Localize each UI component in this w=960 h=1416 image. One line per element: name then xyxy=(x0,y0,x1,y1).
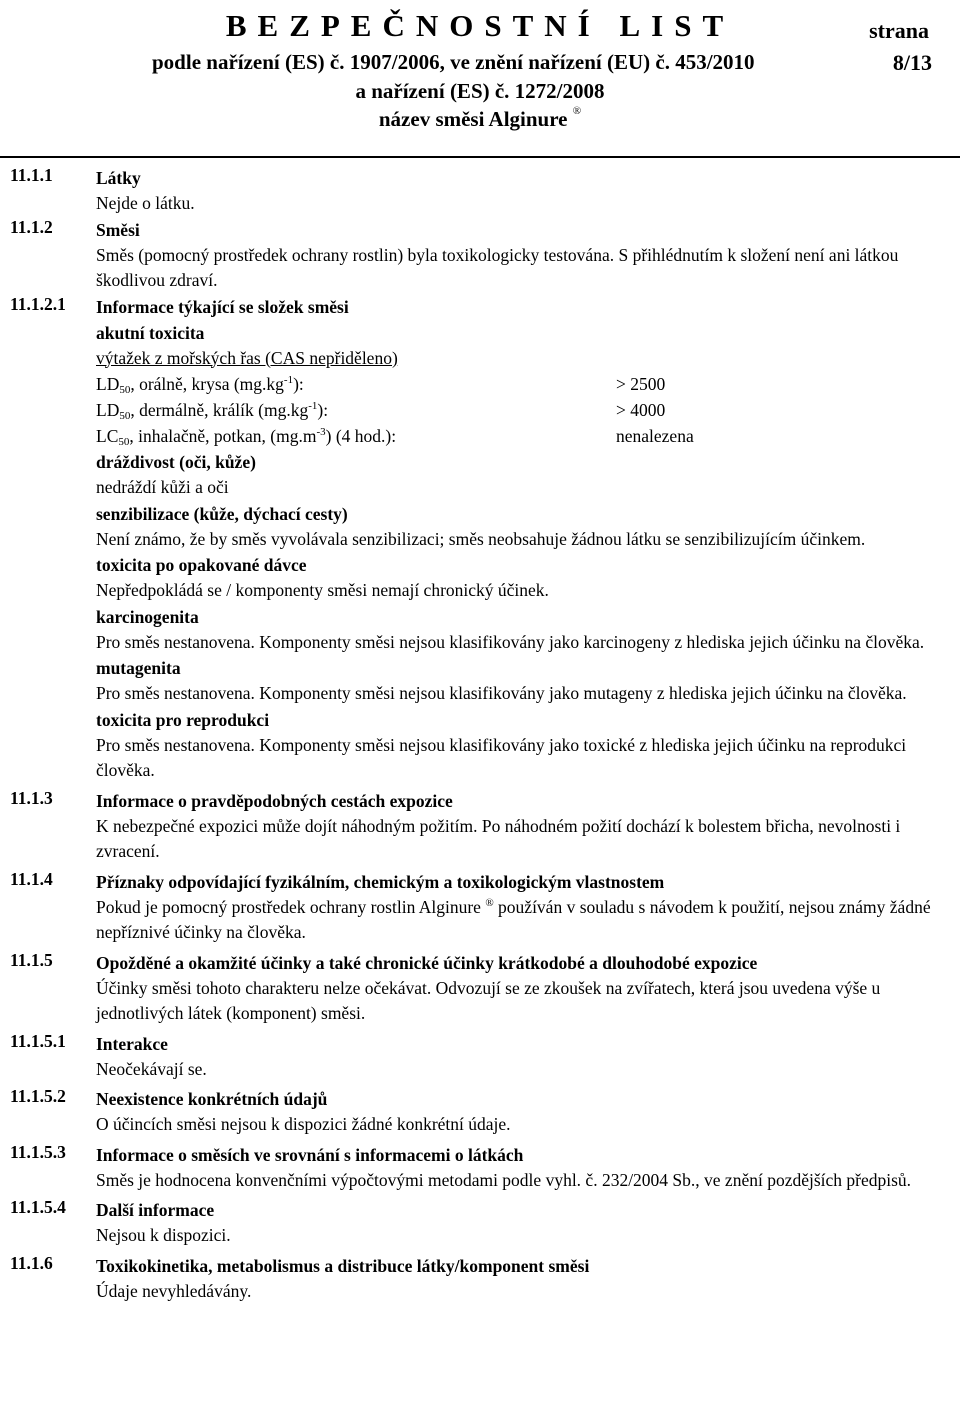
section-11-1-5 xyxy=(0,950,960,1027)
section-title: Příznaky odpovídající fyzikálním, chemickým a toxikologickým vlastnostem xyxy=(96,871,665,892)
section-11-1-3 xyxy=(0,788,960,865)
section-number: 11.1.5.2 xyxy=(10,1086,66,1106)
section-text: Účinky směsi tohoto charakteru nelze očekávat. Odvozují se ze zkoušek na zvířatech, která jsou uvedena výše u jednotlivých látek (komponent) směsi. xyxy=(96,977,881,1023)
registered-mark: ® xyxy=(572,105,582,117)
irritation-label: dráždivost (oči, kůže) xyxy=(96,452,256,472)
section-title: Látky xyxy=(96,168,141,188)
section-title: Informace o směsích ve srovnání s informacemi o látkách xyxy=(96,1144,524,1165)
section-title: Informace týkající se složek směsi xyxy=(96,296,349,317)
sensitization-label: senzibilizace (kůže, dýchací cesty) xyxy=(96,503,348,524)
section-number: 11.1.5 xyxy=(10,949,53,970)
toxicity-row: $LD_{50}$, orálně, krysa $(mg.kg^{-1})$: > 2500 xyxy=(96,371,952,397)
section-number: 11.1.4 xyxy=(10,868,53,889)
toxicity-value: > 4000 xyxy=(616,400,666,420)
section-number: 11.1.3 xyxy=(10,787,53,808)
section-title: Interakce xyxy=(96,1033,168,1054)
extract-label: výtažek z mořských řas (CAS nepřiděleno) xyxy=(96,347,398,368)
section-number: 11.1.5.1 xyxy=(10,1030,66,1051)
document-header xyxy=(0,0,960,158)
section-11-1-6 xyxy=(0,1253,960,1305)
section-title: Další informace xyxy=(96,1200,215,1220)
section-text: Údaje nevyhledávány. xyxy=(96,1280,252,1301)
document-title: BEZPEČNOSTNÍ LIST xyxy=(225,8,735,43)
toxicity-value: > 2500 xyxy=(616,374,666,394)
section-text: K nebezpečné expozici může dojít náhodným požitím. Po náhodném požití dochází k bolestem břicha, nevolnosti i zvracení. xyxy=(96,815,901,861)
section-title: Informace o pravděpodobných cestách expozice xyxy=(96,790,453,811)
carcinogenicity-label: karcinogenita xyxy=(96,606,199,627)
section-11-1-5-4 xyxy=(0,1197,960,1249)
section-number: 11.1.2.1 xyxy=(10,293,66,314)
page-number: 8/13 xyxy=(892,50,932,75)
section-number: 11.1.2 xyxy=(10,216,53,237)
toxicity-row: $LC_{50}$, inhalačně, potkan, $(mg.m^{-3})$ (4 hod.): nenalezena xyxy=(96,423,952,449)
mutagenicity-label: mutagenita xyxy=(96,658,181,678)
header-divider xyxy=(0,156,960,158)
section-number: 11.1.1 xyxy=(10,165,53,185)
section-11-1-5-3 xyxy=(0,1142,960,1194)
section-11-1-4 xyxy=(0,869,960,946)
product-name-line: název směsi Alginure ® xyxy=(378,105,582,131)
document-body xyxy=(0,165,960,1304)
repeated-dose-label: toxicita po opakované dávce xyxy=(96,555,307,575)
section-title: Toxikokinetika, metabolismus a distribuce látky/komponent směsi xyxy=(96,1255,590,1276)
section-11-1-2-1 xyxy=(0,294,960,784)
section-text: Směs je hodnocena konvenčními výpočtovými metodami podle vyhl. č. 232/2004 Sb., ve znění pozdějších předpisů. xyxy=(96,1169,912,1190)
mutagenicity-text: Pro směs nestanovena. Komponenty směsi nejsou klasifikovány jako mutageny z hlediska jejich účinku na člověka. xyxy=(96,683,907,703)
section-11-1-5-2 xyxy=(0,1086,960,1138)
section-text: Pokud je pomocný prostředek ochrany rostlin Alginure ® používán v souladu s návodem k použití, nejsou známy žádné nepříznivé účinky na člověka. xyxy=(96,896,931,942)
section-number: 11.1.5.4 xyxy=(10,1197,66,1217)
section-title: Směsi xyxy=(96,219,140,240)
regulation-line-2: a nařízení (ES) č. 1272/2008 xyxy=(355,79,605,103)
reproduction-label: toxicita pro reprodukci xyxy=(96,709,270,730)
irritation-text: nedráždí kůži a oči xyxy=(96,477,229,497)
registered-mark: ® xyxy=(485,896,494,909)
regulation-line: podle nařízení (ES) č. 1907/2006, ve znění nařízení (EU) č. 453/2010 xyxy=(152,50,755,74)
acute-toxicity-label: akutní toxicita xyxy=(96,322,205,343)
sensitization-text: Není známo, že by směs vyvolávala senzibilizaci; směs neobsahuje žádnou látku se senzibilizujícím účinkem. xyxy=(96,528,866,549)
section-text: Nejde o látku. xyxy=(96,193,195,213)
section-text: Nejsou k dispozici. xyxy=(96,1225,231,1245)
section-11-1-2 xyxy=(0,217,960,294)
section-text: Směs (pomocný prostředek ochrany rostlin) byla toxikologicky testována. S přihlédnutím k složení není ani látkou škodlivou zdraví. xyxy=(96,244,899,290)
section-11-1-1 xyxy=(0,165,960,217)
toxicity-value: nenalezena xyxy=(616,426,694,446)
section-number: 11.1.6 xyxy=(10,1252,53,1273)
section-text: Neočekávají se. xyxy=(96,1058,207,1079)
repeated-dose-text: Nepředpokládá se / komponenty směsi nemají chronický účinek. xyxy=(96,580,549,600)
section-title: Neexistence konkrétních údajů xyxy=(96,1089,328,1109)
section-text: O účincích směsi nejsou k dispozici žádné konkrétní údaje. xyxy=(96,1114,511,1134)
section-number: 11.1.5.3 xyxy=(10,1141,66,1162)
page-label: strana xyxy=(869,18,929,43)
section-title: Opožděné a okamžité účinky a také chronické účinky krátkodobé a dlouhodobé expozice xyxy=(96,952,758,973)
toxicity-row: $LD_{50}$, dermálně, králík $(mg.kg^{-1})$: > 4000 xyxy=(96,397,952,423)
section-11-1-5-1 xyxy=(0,1031,960,1083)
carcinogenicity-text: Pro směs nestanovena. Komponenty směsi nejsou klasifikovány jako karcinogeny z hlediska jejich účinku na člověka. xyxy=(96,631,925,652)
reproduction-text: Pro směs nestanovena. Komponenty směsi nejsou klasifikovány jako toxické z hlediska jejich účinku na reprodukci člověka. xyxy=(96,734,907,780)
